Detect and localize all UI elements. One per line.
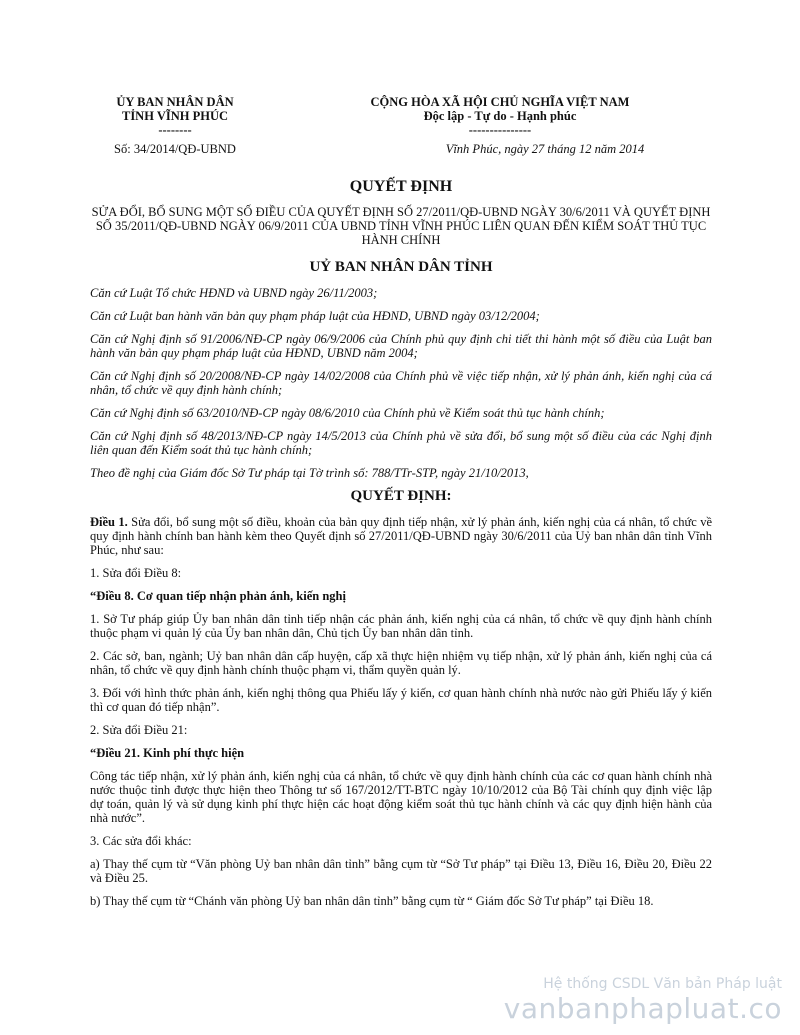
watermark-line-1: Hệ thống CSDL Văn bản Pháp luật bbox=[543, 976, 782, 992]
site-watermark bbox=[504, 976, 782, 1025]
article-21-title: “Điều 21. Kinh phí thực hiện bbox=[90, 746, 245, 760]
article-1-text: Sửa đổi, bổ sung một số điều, khoản của bản quy định tiếp nhận, xử lý phản ánh, kiến nghị của cá nhân, tổ chức về quy định hành chính ban hành kèm theo Quyết định số 27/2011/QĐ-UBND ngày 30/6/2011 của Uỷ ban nhân dân tỉnh Vĩnh Phúc, như sau: bbox=[90, 515, 713, 557]
article-1 bbox=[90, 515, 712, 557]
article-21-para-1: Công tác tiếp nhận, xử lý phản ánh, kiến nghị của cá nhân, tổ chức về quy định hành chính của các cơ quan hành chính nhà nước thuộc tỉnh được thực hiện theo Thông tư số 167/2012/TT-BTC ngày 10/10/2012 của Bộ Tài chính quy định việc lập dự toán, quản lý và sử dụng kinh phí thực hiện các hoạt động kiểm soát thủ tục hành chính và các quy định hiện hành của nhà nước”. bbox=[90, 769, 712, 825]
authority-heading: UỶ BAN NHÂN DÂN TỈNH bbox=[309, 259, 493, 275]
issuer-line-2: TỈNH VĨNH PHÚC bbox=[121, 109, 229, 123]
national-motto-block bbox=[300, 95, 700, 137]
basis-item: Căn cứ Nghị định số 20/2008/NĐ-CP ngày 14/02/2008 của Chính phủ về việc tiếp nhận, xử lý phản ánh, kiến nghị của cá nhân, tổ chức về quy định hành chính; bbox=[90, 369, 712, 397]
item-1: 1. Sửa đổi Điều 8: bbox=[90, 566, 182, 580]
article-8-para-3: 3. Đối với hình thức phản ánh, kiến nghị thông qua Phiếu lấy ý kiến, cơ quan hành chính nhà nước nào gửi Phiếu lấy ý kiến thì cơ quan đó tiếp nhận”. bbox=[90, 686, 712, 714]
document-number: Số: 34/2014/QĐ-UBND bbox=[114, 142, 236, 156]
watermark-line-2: vanbanphapluat.co bbox=[503, 992, 782, 1025]
national-title: CỘNG HÒA XÃ HỘI CHỦ NGHĨA VIỆT NAM bbox=[370, 95, 630, 109]
national-motto: Độc lập - Tự do - Hạnh phúc bbox=[423, 109, 577, 123]
article-8-title: “Điều 8. Cơ quan tiếp nhận phản ánh, kiến nghị bbox=[90, 589, 346, 603]
item-3a: a) Thay thế cụm từ “Văn phòng Uỷ ban nhân dân tỉnh” bằng cụm từ “Sở Tư pháp” tại Điều 13, Điều 16, Điều 20, Điều 22 và Điều 25. bbox=[90, 857, 712, 885]
item-3b: b) Thay thế cụm từ “Chánh văn phòng Uỷ ban nhân dân tỉnh” bằng cụm từ “ Giám đốc Sở Tư pháp” tại Điều 18. bbox=[90, 894, 654, 908]
decision-heading: QUYẾT ĐỊNH: bbox=[350, 488, 452, 504]
article-8-para-1: 1. Sở Tư pháp giúp Ủy ban nhân dân tỉnh tiếp nhận các phản ánh, kiến nghị của cá nhân, tổ chức về quy định hành chính thuộc phạm vi quản lý của Ủy ban nhân dân, Chủ tịch Ủy ban nhân dân tỉnh. bbox=[90, 612, 712, 640]
issuer-block bbox=[90, 95, 260, 137]
basis-item: Căn cứ Nghị định số 48/2013/NĐ-CP ngày 14/5/2013 của Chính phủ về sửa đổi, bổ sung một số điều của các Nghị định liên quan đến Kiểm soát thủ tục hành chính; bbox=[90, 429, 712, 457]
document-title: QUYẾT ĐỊNH bbox=[349, 178, 453, 195]
item-2: 2. Sửa đổi Điều 21: bbox=[90, 723, 188, 737]
article-1-label: Điều 1. bbox=[90, 515, 128, 529]
basis-item: Theo đề nghị của Giám đốc Sở Tư pháp tại Tờ trình số: 788/TTr-STP, ngày 21/10/2013, bbox=[90, 466, 529, 480]
legal-basis bbox=[90, 286, 712, 480]
basis-item: Căn cứ Nghị định số 91/2006/NĐ-CP ngày 06/9/2006 của Chính phủ quy định chi tiết thi hành một số điều của Luật ban hành văn bản quy phạm pháp luật của HĐND, UBND năm 2004; bbox=[90, 332, 712, 360]
motto-separator: --------------- bbox=[468, 123, 532, 137]
document-body bbox=[90, 260, 712, 917]
issuer-line-1: ỦY BAN NHÂN DÂN bbox=[116, 95, 234, 109]
place-date: Vĩnh Phúc, ngày 27 tháng 12 năm 2014 bbox=[445, 142, 645, 156]
issuer-separator: -------- bbox=[158, 123, 192, 137]
basis-item: Căn cứ Nghị định số 63/2010/NĐ-CP ngày 08/6/2010 của Chính phủ về Kiểm soát thủ tục hành chính; bbox=[90, 406, 605, 420]
article-8-para-2: 2. Các sở, ban, ngành; Uỷ ban nhân dân cấp huyện, cấp xã thực hiện nhiệm vụ tiếp nhận, xử lý phản ánh, kiến nghị của cá nhân, tổ chức về quy định hành chính thuộc phạm vi, thẩm quyền quản lý. bbox=[90, 649, 712, 677]
basis-item: Căn cứ Luật Tổ chức HĐND và UBND ngày 26/11/2003; bbox=[90, 286, 378, 300]
document-subtitle: SỬA ĐỔI, BỔ SUNG MỘT SỐ ĐIỀU CỦA QUYẾT ĐỊNH SỐ 27/2011/QĐ-UBND NGÀY 30/6/2011 VÀ QUYẾT ĐỊNH SỐ 35/2011/QĐ-UBND NGÀY 06/9/2011 CỦA UBND TỈNH VĨNH PHÚC LIÊN QUAN ĐẾN KIỂM SOÁT THỦ TỤC HÀNH CHÍNH bbox=[91, 205, 711, 247]
basis-item: Căn cứ Luật ban hành văn bản quy phạm pháp luật của HĐND, UBND ngày 03/12/2004; bbox=[90, 309, 540, 323]
item-3: 3. Các sửa đổi khác: bbox=[90, 834, 192, 848]
